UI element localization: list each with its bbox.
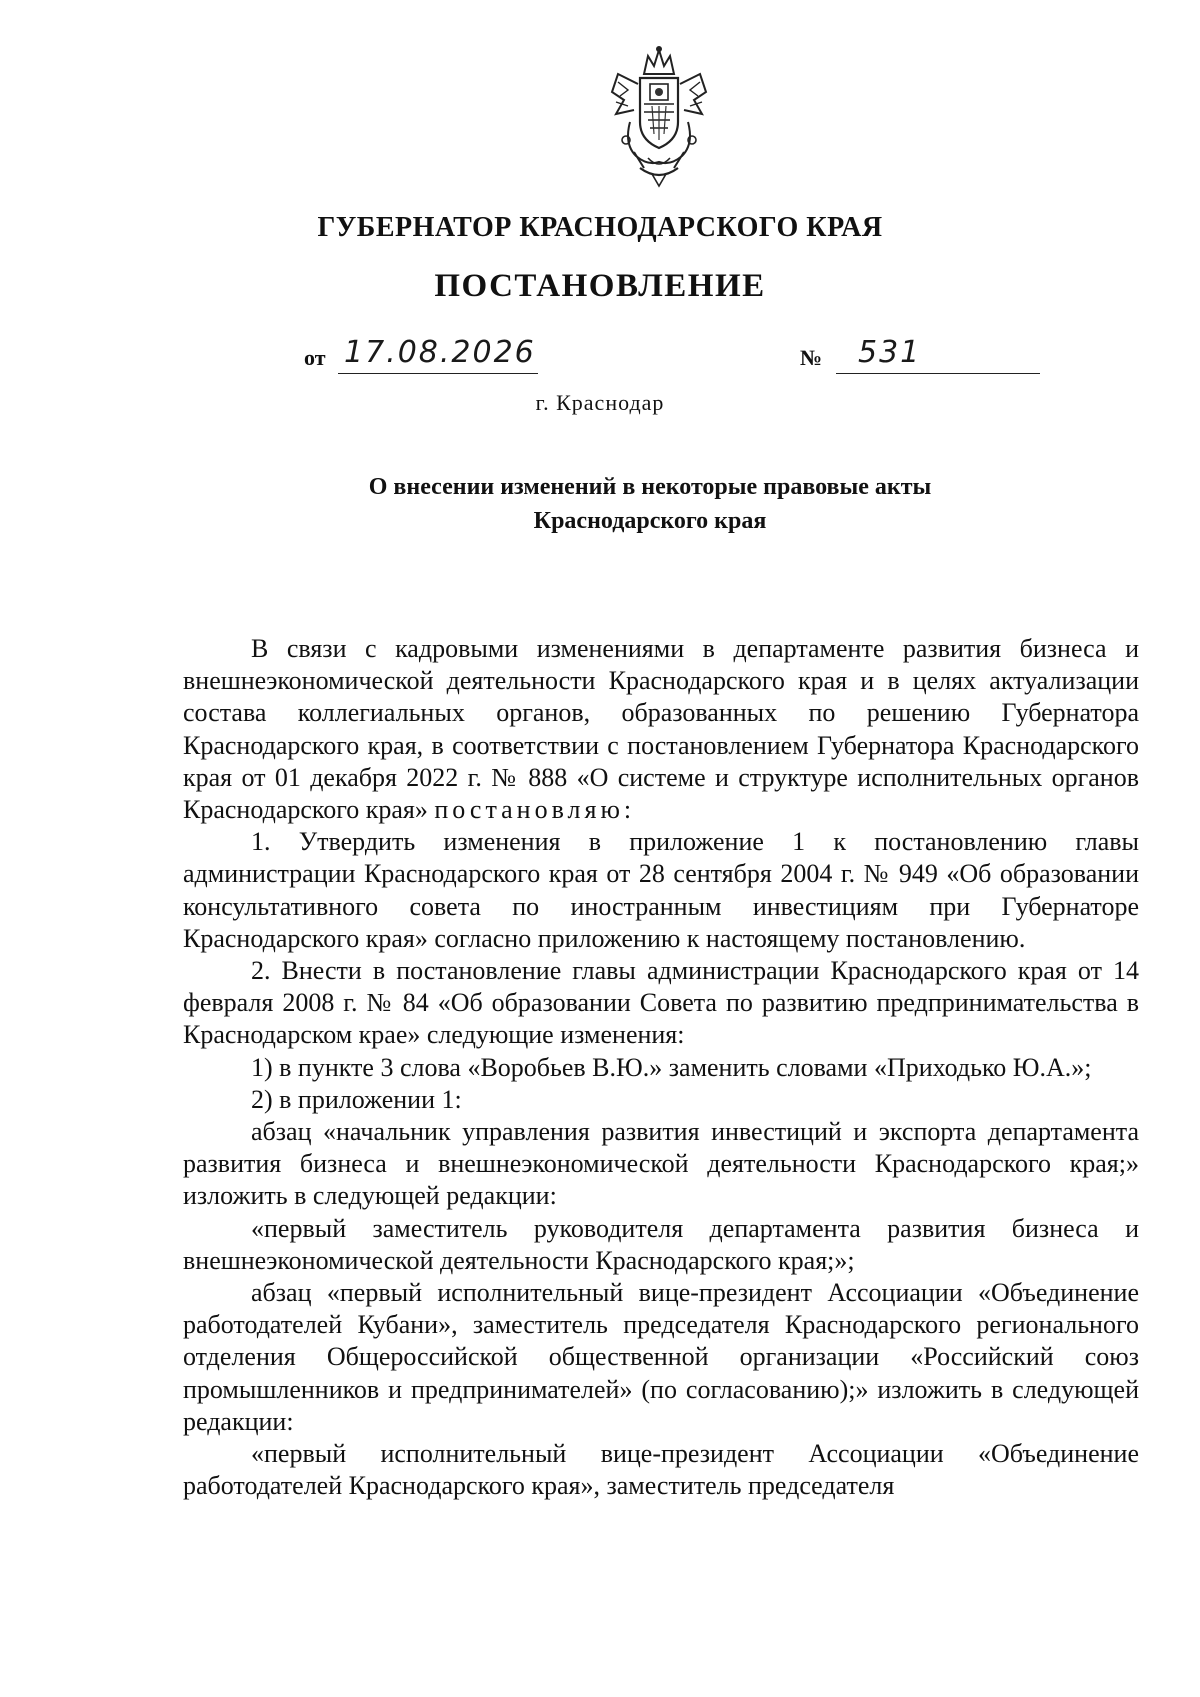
date-field — [338, 335, 538, 374]
amendment-paragraph-4: «первый исполнительный вице-президент Ассоциации «Объединение работодателей Краснодарского края», заместитель председателя — [183, 1439, 1139, 1501]
city-of-issue: г. Краснодар — [535, 390, 665, 415]
date-label: от — [304, 345, 326, 370]
number-field — [836, 335, 1040, 374]
amendment-paragraph-2: «первый заместитель руководителя департамента развития бизнеса и внешнеэкономической деятельности Краснодарского края;»; — [183, 1213, 1139, 1275]
subject-line-2: Краснодарского края — [533, 508, 767, 534]
issuing-authority: ГУБЕРНАТОР КРАСНОДАРСКОГО КРАЯ — [317, 212, 883, 243]
subclause-2-paragraph: 2) в приложении 1: — [251, 1084, 462, 1114]
handwritten-date: 17.08.2026 — [344, 335, 536, 370]
subclause-1-paragraph: 1) в пункте 3 слова «Воробьев В.Ю.» заменить словами «Приходько Ю.А.»; — [251, 1052, 1092, 1082]
document-body — [183, 633, 1139, 1502]
document-subject — [250, 470, 1050, 538]
document-type-title: ПОСТАНОВЛЕНИЕ — [434, 268, 766, 304]
amendment-paragraph-1: абзац «начальник управления развития инвестиций и экспорта департамента развития бизнеса и внешнеэкономической деятельности Краснодарского края;» изложить в следующей редакции: — [183, 1117, 1139, 1211]
subject-line-1: О внесении изменений в некоторые правовые акты — [368, 474, 932, 500]
handwritten-number: 531 — [858, 335, 922, 370]
clause-1-paragraph: 1. Утвердить изменения в приложение 1 к постановлению главы администрации Краснодарского края от 28 сентября 2004 г. № 949 «Об образовании консультативного совета по иностранным инвестициям при Губернаторе Краснодарского края» согласно приложению к настоящему постановлению. — [183, 827, 1139, 953]
coat-of-arms-emblem — [604, 44, 714, 189]
amendment-paragraph-3: абзац «первый исполнительный вице-президент Ассоциации «Объединение работодателей Кубани», заместитель председателя Краснодарского регионального отделения Общероссийской общественной организации «Российский союз промышленников и предпринимателей» (по согласованию);» изложить в следующей редакции: — [183, 1278, 1139, 1436]
preamble-paragraph — [183, 633, 1139, 826]
number-label: № — [800, 345, 823, 370]
date-number-row — [300, 335, 1040, 379]
preamble-text: В связи с кадровыми изменениями в департаменте развития бизнеса и внешнеэкономической деятельности Краснодарского края и в целях актуализации состава коллегиальных органов, образованных по решению Губернатора Краснодарского края, в соответствии с постановлением Губернатора Краснодарского края от 01 декабря 2022 г. № 888 «О системе и структуре исполнительных органов Краснодарского края» — [183, 634, 1139, 825]
clause-2-paragraph: 2. Внести в постановление главы администрации Краснодарского края от 14 февраля 2008 г. № 84 «Об образовании Совета по развитию предпринимательства в Краснодарском крае» следующие изменения: — [183, 956, 1139, 1050]
decree-word: постановляю: — [434, 795, 636, 825]
